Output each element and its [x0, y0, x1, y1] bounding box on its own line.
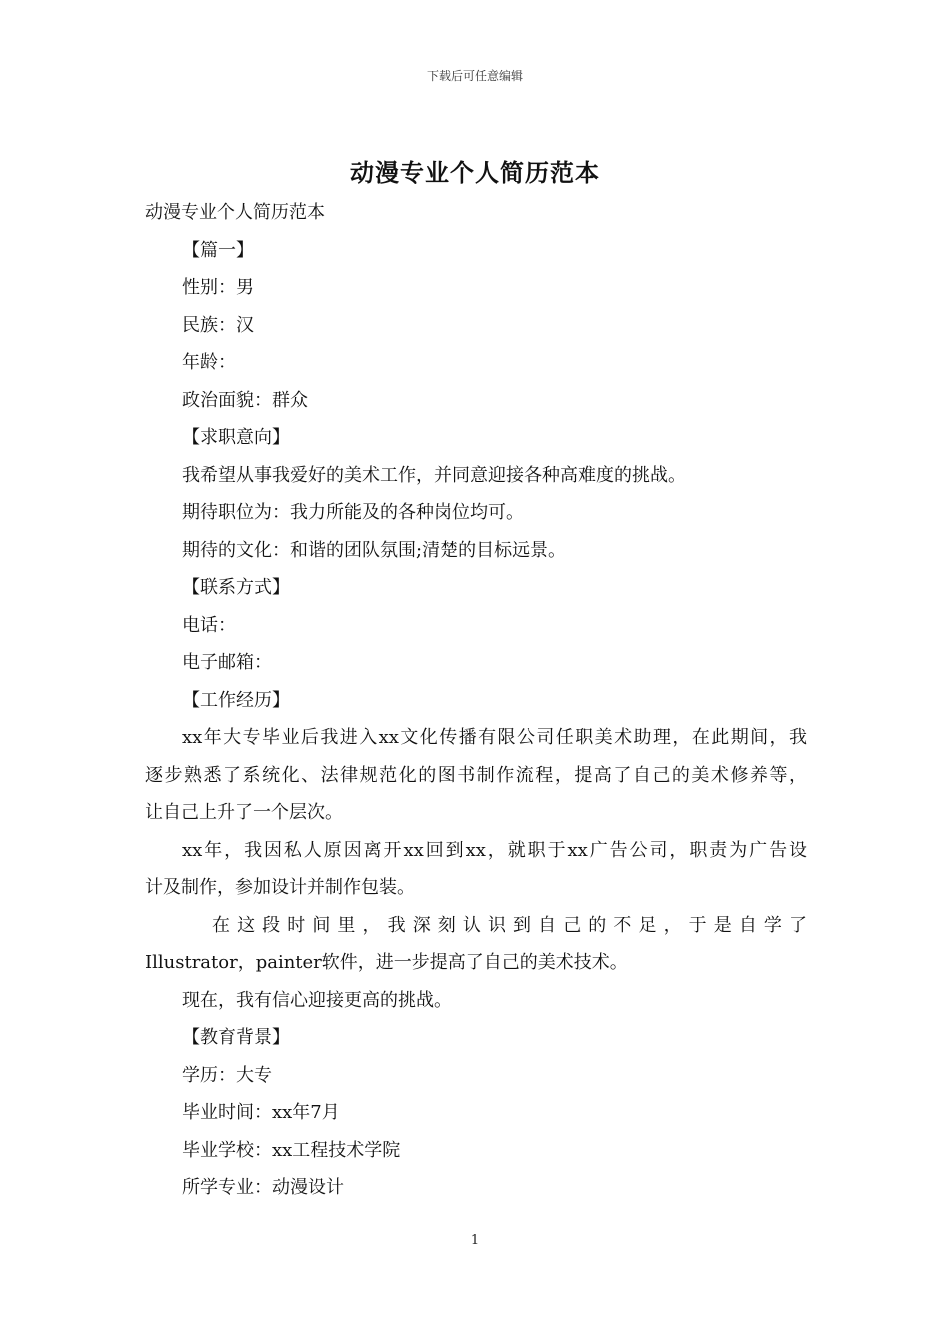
header-note: 下载后可任意编辑: [426, 69, 523, 83]
work-paragraph-1-line-1: xx年大专毕业后我进入xx文化传播有限公司任职美术助理，在此期间，我: [182, 727, 807, 748]
document-body: [145, 194, 807, 1207]
subtitle: 动漫专业个人简历范本: [145, 202, 325, 223]
job-intent-line: 我希望从事我爱好的美术工作，并同意迎接各种高难度的挑战。: [182, 464, 686, 486]
section-heading-part-one: 【篇一】: [182, 239, 254, 261]
gender-line: 性别：男: [182, 277, 254, 298]
work-paragraph-3-line-1: 在这段时间里，我深刻认识到自己的不足，于是自学了: [212, 914, 807, 936]
expected-culture-line: 期待的文化：和谐的团队氛围;清楚的目标远景。: [182, 539, 567, 561]
phone-line: 电话：: [182, 614, 236, 636]
section-heading-work: 【工作经历】: [182, 689, 290, 711]
graduation-time-line: 毕业时间：xx年7月: [182, 1102, 340, 1123]
work-paragraph-2-line-2: 计及制作，参加设计并制作包装。: [145, 877, 415, 898]
school-line: 毕业学校：xx工程技术学院: [182, 1139, 401, 1161]
document-title: 动漫专业个人简历范本: [350, 158, 600, 187]
expected-position-line: 期待职位为：我力所能及的各种岗位均可。: [182, 502, 524, 523]
education-level-line: 学历：大专: [182, 1064, 272, 1086]
section-heading-job-intent: 【求职意向】: [182, 427, 290, 448]
work-paragraph-3-line-2: Illustrator，painter软件，进一步提高了自己的美术技术。: [145, 952, 628, 973]
section-heading-education: 【教育背景】: [182, 1027, 290, 1048]
email-line: 电子邮箱：: [182, 652, 272, 673]
work-paragraph-4: 现在，我有信心迎接更高的挑战。: [182, 989, 452, 1011]
political-status-line: 政治面貌：群众: [182, 389, 308, 411]
section-heading-contact: 【联系方式】: [182, 577, 290, 598]
work-paragraph-1-line-2: 逐步熟悉了系统化、法律规范化的图书制作流程，提高了自己的美术修养等，: [145, 764, 807, 786]
ethnicity-line: 民族：汉: [182, 314, 254, 336]
age-line: 年龄：: [182, 352, 236, 373]
work-paragraph-2-line-1: xx年，我因私人原因离开xx回到xx，就职于xx广告公司，职责为广告设: [182, 839, 807, 861]
major-line: 所学专业：动漫设计: [182, 1177, 344, 1198]
page-number: 1: [470, 1233, 480, 1248]
work-paragraph-1-line-3: 让自己上升了一个层次。: [145, 802, 343, 823]
